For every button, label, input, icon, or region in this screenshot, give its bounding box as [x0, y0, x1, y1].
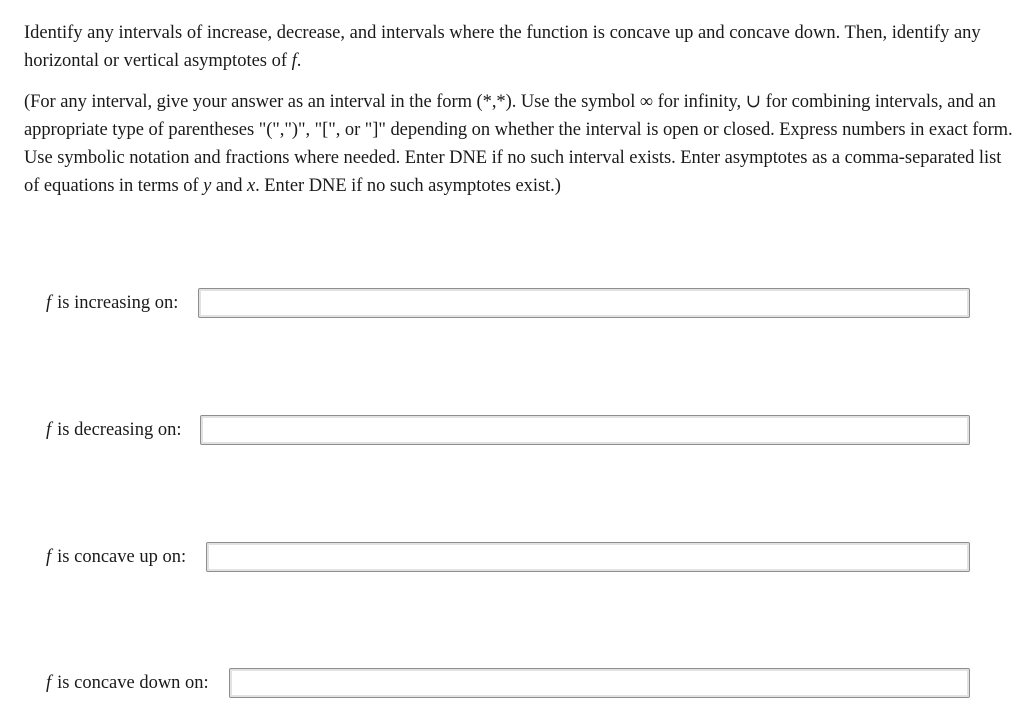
instructions-part-2: for infinity, [657, 92, 742, 112]
union-symbol: ∪ [745, 92, 762, 112]
concave-up-interval-input[interactable] [206, 542, 970, 572]
concave-up-label [46, 547, 186, 568]
concave-up-answer-row [46, 540, 970, 574]
increasing-fn-symbol: f [46, 292, 52, 313]
concave-down-label [46, 673, 209, 694]
decreasing-interval-input[interactable] [200, 415, 970, 445]
concave-down-answer-row [46, 666, 970, 700]
concave-up-label-text: is concave up on: [57, 546, 187, 567]
function-symbol: f [291, 51, 297, 71]
concave-down-label-text: is concave down on: [57, 672, 209, 693]
concave-down-interval-input[interactable] [229, 668, 970, 698]
increasing-label-text: is increasing on: [57, 292, 179, 313]
answer-instructions [24, 88, 1016, 200]
instructions-part-1: (For any interval, give your answer as an interval in the form (*,*). Use the symbol [24, 92, 636, 112]
instructions-part-4: . Enter DNE if no such asymptotes exist.) [255, 176, 561, 196]
concave-down-fn-symbol: f [46, 672, 52, 693]
question-text-main: Identify any intervals of increase, decrease, and intervals where the function is concave up and concave down. Then, identify any horizontal or vertical asymptotes of [24, 23, 981, 71]
increasing-answer-row [46, 286, 970, 320]
instructions-part-3: for combining intervals, and an appropriate type of parentheses "(",")", "[", or "]" depending on whether the interval is open or closed. Express numbers in exact form. Use symbolic notation and fractions where needed. Enter DNE if no such interval exists. Enter asymptotes as a comma-separated list of equations in terms of [24, 92, 1013, 196]
increasing-label [46, 293, 178, 314]
question-prompt [24, 19, 1009, 75]
decreasing-answer-row [46, 413, 970, 447]
variable-x: x [246, 176, 256, 196]
decreasing-label-text: is decreasing on: [57, 419, 182, 440]
decreasing-fn-symbol: f [46, 419, 52, 440]
variable-y: y [203, 176, 212, 196]
concave-up-fn-symbol: f [46, 546, 52, 567]
infinity-symbol: ∞ [639, 92, 653, 112]
increasing-interval-input[interactable] [198, 288, 970, 318]
question-text-end: . [296, 51, 302, 71]
decreasing-label [46, 420, 181, 441]
instructions-and: and [215, 176, 243, 196]
